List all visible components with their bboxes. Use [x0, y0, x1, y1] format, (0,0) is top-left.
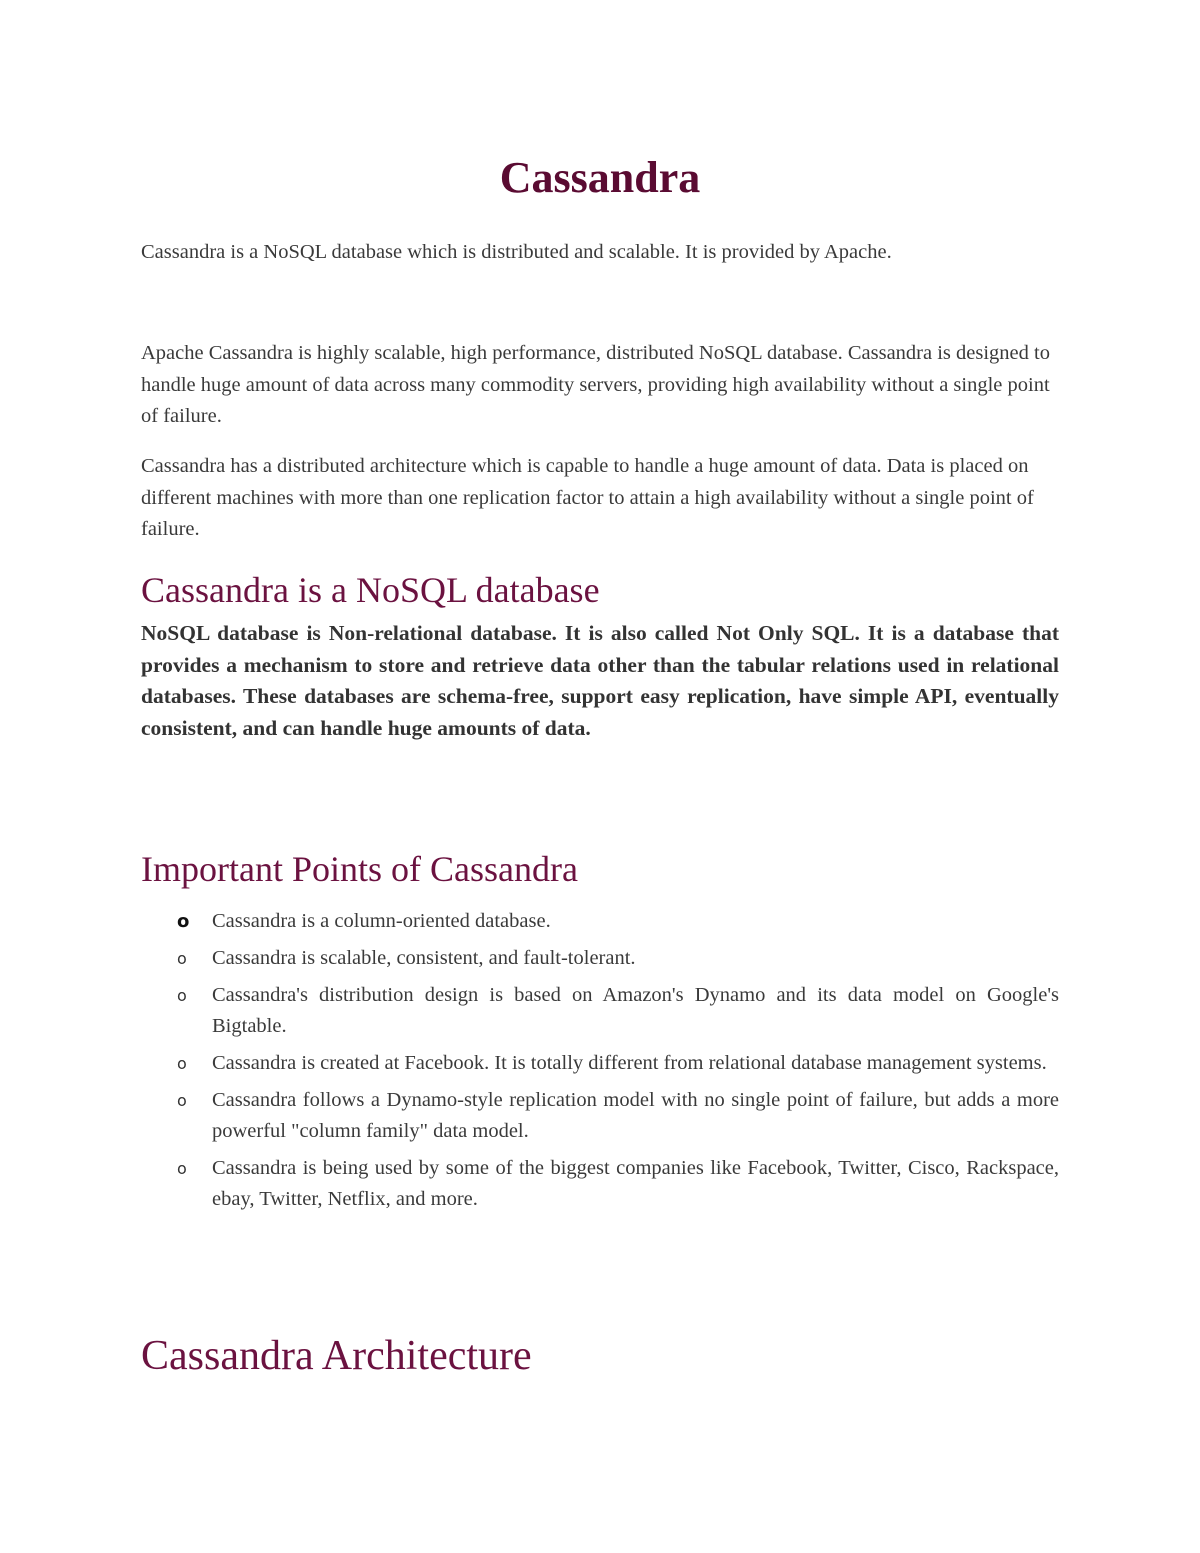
list-item-text: Cassandra's distribution design is based on Amazon's Dynamo and its data model on Google's Bigtable. — [212, 984, 1059, 1037]
bullet-icon: o — [177, 1091, 187, 1110]
apache-paragraph: Apache Cassandra is highly scalable, high performance, distributed NoSQL database. Cassandra is designed to handle huge amount of data across many commodity servers, providing high availability without a single point of failure. — [141, 342, 1050, 427]
bullet-icon: o — [177, 986, 187, 1005]
list-item — [141, 1048, 1059, 1079]
architecture-paragraph: Cassandra has a distributed architecture which is capable to handle a huge amount of data. Data is placed on different machines with more than one replication factor to attain a high availability without a single point of failure. — [141, 455, 1034, 540]
bullet-icon: o — [177, 1159, 187, 1178]
list-item — [141, 906, 1059, 937]
important-points-heading: Important Points of Cassandra — [141, 849, 578, 889]
list-item — [141, 980, 1059, 1042]
intro-paragraph: Cassandra is a NoSQL database which is distributed and scalable. It is provided by Apache. — [141, 241, 892, 263]
list-item-text: Cassandra is created at Facebook. It is totally different from relational database management systems. — [212, 1052, 1047, 1074]
list-item — [141, 1153, 1059, 1215]
document-title: Cassandra — [499, 153, 701, 202]
list-item-text: Cassandra follows a Dynamo-style replication model with no single point of failure, but adds a more powerful "column family" data model. — [212, 1089, 1059, 1142]
important-points-list — [141, 906, 1059, 1221]
list-item-text: Cassandra is scalable, consistent, and fault-tolerant. — [212, 947, 636, 969]
nosql-heading: Cassandra is a NoSQL database — [141, 570, 600, 610]
bullet-icon: o — [177, 1054, 187, 1073]
list-item — [141, 943, 1059, 974]
bullet-icon: o — [177, 911, 190, 932]
list-item — [141, 1085, 1059, 1147]
architecture-heading: Cassandra Architecture — [141, 1333, 532, 1379]
bullet-icon: o — [177, 949, 187, 968]
list-item-text: Cassandra is being used by some of the biggest companies like Facebook, Twitter, Cisco, Rackspace, ebay, Twitter, Netflix, and more. — [212, 1157, 1059, 1210]
nosql-paragraph: NoSQL database is Non-relational database. It is also called Not Only SQL. It is a database that provides a mechanism to store and retrieve data other than the tabular relations used in relational databases. These databases are schema-free, support easy replication, have simple API, eventually consistent, and can handle huge amounts of data. — [141, 621, 1059, 740]
list-item-text: Cassandra is a column-oriented database. — [212, 910, 551, 932]
